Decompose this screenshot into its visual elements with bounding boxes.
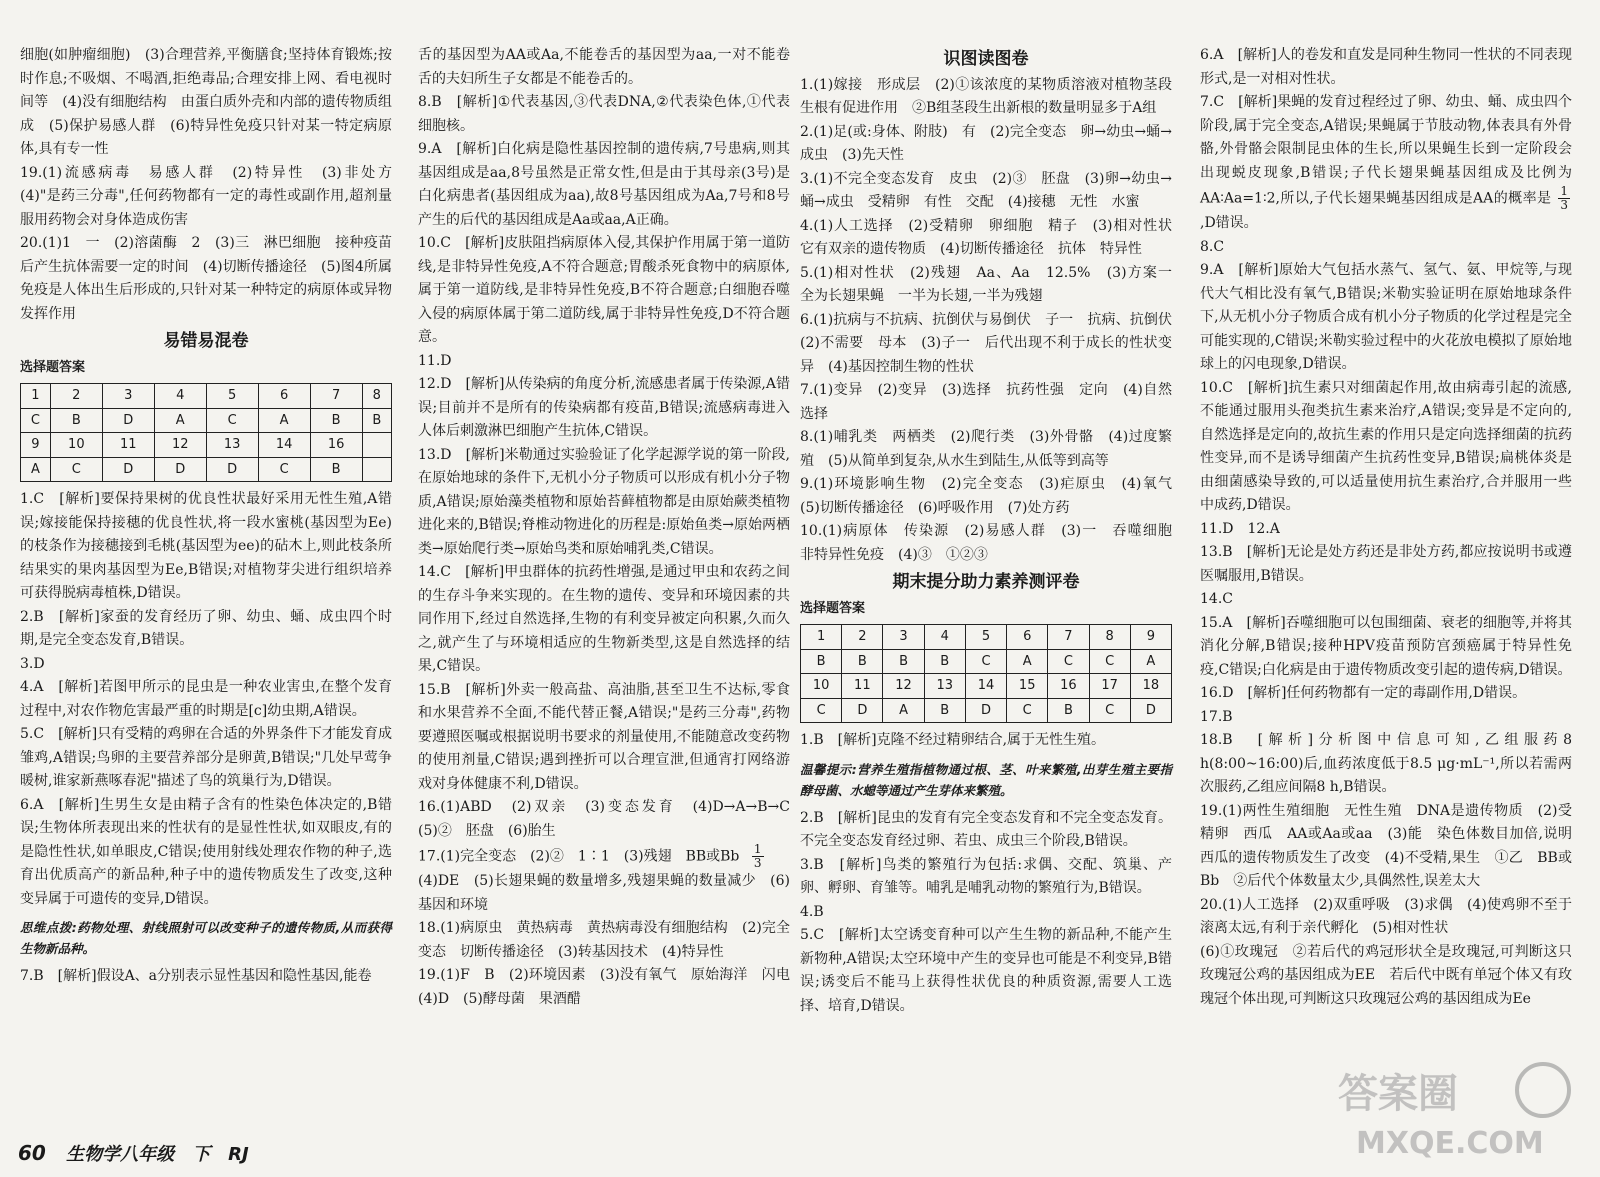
final-explanation-6: 6.A [解析]人的卷发和直发是同种生物同一性状的不同表现形式,是一对相对性状。 [1200,47,1572,87]
table-cell: C [1089,698,1130,723]
table-cell: C [801,698,842,723]
table-cell: 13 [206,433,258,458]
table-cell: B [310,457,362,482]
diagram-answer-8: 8.(1)哺乳类 两栖类 (2)爬行类 (3)外骨骼 (4)过度繁殖 (5)从简单到复杂,从水生到陆生,从低等到高等 [800,429,1172,469]
book-subject: 生物学八年级 下 RJ [66,1144,249,1165]
diagram-answer-3: 3.(1)不完全变态发育 皮虫 (2)③ 胚盘 (3)卵→幼虫→蛹→成虫 受精卵 有性 交配 (4)接穗 无性 水蜜 [800,170,1172,210]
final-choice-answer-table [800,624,1172,723]
table-cell: 5 [965,625,1006,650]
explanation-4: 4.A [解析]若图甲所示的昆虫是一种农业害虫,在整个发育过程中,对农作物危害最严重的时期是[c]幼虫期,A错误。 [20,679,392,719]
table-cell: 6 [1007,625,1048,650]
table-cell: B [924,649,965,674]
answer-20: 20.(1)1 一 (2)溶菌酶 2 (3)三 淋巴细胞 接种疫苗后产生抗体需要一定的时间 (4)切断传播途径 (5)图4所属免疫是人体出生后形成的,只针对某一种特定的病原体或异物发挥作用 [20,235,392,322]
table-cell: 12 [154,433,206,458]
answer-19b: 19.(1)F B (2)环境因素 (3)没有氧气 原始海洋 闪电 (4)D (5)酵母菌 果酒醋 [418,967,804,1007]
table-cell: A [258,408,310,433]
final-explanation-4: 4.B [800,903,824,920]
table-cell: 12 [883,674,924,699]
table-cell: 11 [842,674,883,699]
final-explanation-2: 2.B [解析]昆虫的发育有完全变态发育和不完全变态发育。不完全变态发育经过卵、若虫、成虫三个阶段,B错误。 [800,809,1172,849]
explanation-11: 11.D [418,352,452,369]
choice-answers-label: 选择题答案 [800,600,866,616]
explanation-7: 7.B [解析]假设A、a分别表示显性基因和隐性基因,能卷 [20,968,372,984]
table-cell: C [50,457,102,482]
table-cell: B [310,408,362,433]
paragraph: 舌的基因型为AA或Aa,不能卷舌的基因型为aa,一对不能卷舌的夫妇所生子女都是不能卷舌的。 [418,47,790,87]
explanation-8: 8.B [解析]①代表基因,③代表DNA,②代表染色体,①代表细胞核。 [418,94,790,134]
table-cell: 3 [102,384,154,409]
fraction-numerator: 1 [753,842,762,856]
final-answer-20-cont: (6)①玫瑰冠 ②若后代的鸡冠形状全是玫瑰冠,可判断这只玫瑰冠公鸡的基因组成为EE 若后代中既有单冠个体又有玫瑰冠个体出现,可判断这只玫瑰冠公鸡的基因组成为Ee [1200,943,1572,1007]
table-cell: 16 [1048,674,1089,699]
final-explanation-13: 13.B [解析]无论是处方药还是非处方药,都应按说明书或遵医嘱服用,B错误。 [1200,544,1572,584]
diagram-answer-9: 9.(1)环境影响生物 (2)完全变态 (3)疟原虫 (4)氧气 (5)切断传播途径 (6)呼吸作用 (7)处方药 [800,476,1186,516]
table-cell: 13 [924,674,965,699]
fraction-denominator: 3 [753,856,762,870]
final-explanation-11-12: 11.D 12.A [1200,520,1280,537]
table-cell: C [1048,649,1089,674]
table-cell: D [102,408,154,433]
explanation-15: 15.B [解析]外卖一般高盐、高油脂,甚至卫生不达标,零食和水果营养不全面,不能代替正餐,A错误;"是药三分毒",药物要遵照医嘱或根据说明书要求的剂量使用,不能随意改变药物的使用剂量,C错误;遇到挫折可以合理宣泄,但通宵打网络游戏对身体健康不利,D错误。 [418,681,790,792]
table-cell: D [1130,698,1171,723]
table-cell: B [362,408,391,433]
final-explanation-7-text: 7.C [解析]果蝇的发育过程经过了卵、幼虫、蛹、成虫四个阶段,属于完全变态,A错误;果蝇属于节肢动物,体表具有外骨骼,外骨骼会限制昆虫体的生长,所以果蝇生长到一定阶段会出现蜕皮现象,B错误;子代长翅果蝇基因组成及比例为AA∶Aa=1∶2,所以,子代长翅果蝇基因组成是AA的概率是 [1200,94,1572,207]
table-cell: B [801,649,842,674]
table-cell: 7 [310,384,362,409]
table-cell: 2 [50,384,102,409]
final-answer-19: 19.(1)两性生殖细胞 无性生殖 DNA是遗传物质 (2)受精卵 西瓜 AA或Aa或aa (3)能 染色体数目加倍,说明西瓜的遗传物质发生了改变 (4)不受精,果生 ①乙 BB或Bb ②后代个体数量太少,具偶然性,误差太大 [1200,802,1572,889]
choice-answer-table [20,383,392,482]
explanation-5: 5.C [解析]只有受精的鸡卵在合适的外界条件下才能发育成雏鸡,A错误;鸟卵的主要营养部分是卵黄,B错误;"几处早莺争暖树,谁家新燕啄春泥"描述了鸟的筑巢行为,D错误。 [20,726,392,789]
final-explanation-8: 8.C [1200,238,1225,255]
final-answer-20: 20.(1)人工选择 (2)双重呼吸 (3)求偶 (4)使鸡卵不至于滚离太远,有利于亲代孵化 (5)相对性状 [1200,896,1572,936]
column-1 [20,44,406,989]
column-4 [1200,44,1572,1011]
answer-19: 19.(1)流感病毒 易感人群 (2)特异性 (3)非处方 (4)"是药三分毒",任何药物都有一定的毒性或副作用,超剂量服用药物会对身体造成伤害 [20,164,406,228]
diagram-answer-2: 2.(1)足(或:身体、附肢) 有 (2)完全变态 卵→幼虫→蛹→成虫 (3)先天性 [800,123,1172,163]
table-cell: D [206,457,258,482]
final-explanation-17: 17.B [1200,708,1233,725]
section-title-final-exam: 期末提分助力素养测评卷 [892,572,1080,592]
diagram-answer-10: 10.(1)病原体 传染源 (2)易感人群 (3)一 吞噬细胞 非特异性免疫 (4)③ ①②③ [800,523,1186,563]
final-explanation-15: 15.A [解析]吞噬细胞可以包围细菌、衰老的细胞等,并将其消化分解,B错误;接种HPV疫苗预防宫颈癌属于特异性免疫,C错误;白化病是由于遗传物质改变引起的遗传病,D错误。 [1200,614,1572,678]
explanation-9: 9.A [解析]白化病是隐性基因控制的遗传病,7号患病,则其基因组成是aa,8号虽然是正常女性,但是由于其母亲(3号)是白化病患者(基因组成为aa),故8号基因组成为Aa,7号和8号产生的后代的基因组成是Aa或aa,A正确。 [418,141,790,228]
table-cell: 17 [1089,674,1130,699]
table-cell: 18 [1130,674,1171,699]
table-cell: 10 [801,674,842,699]
table-cell: 5 [206,384,258,409]
table-cell [362,433,391,458]
watermark-circle [1517,1064,1569,1116]
choice-answers-label: 选择题答案 [20,359,86,375]
table-cell: B [924,698,965,723]
table-cell: 1 [801,625,842,650]
explanation-3: 3.D [20,655,45,672]
table-cell: 14 [965,674,1006,699]
final-explanation-18: 18.B [解析]分析图中信息可知,乙组服药8 h(8:00~16:00)后,血药浓度低于8.5 μg·mL⁻¹,所以若需两次服药,乙组应间隔8 h,B错误。 [1200,732,1572,795]
table-cell: B [842,649,883,674]
answer-18: 18.(1)病原虫 黄热病毒 黄热病毒没有细胞结构 (2)完全变态 切断传播途径 (3)转基因技术 (4)特异性 [418,920,790,960]
table-cell: D [102,457,154,482]
answer-17-text: 17.(1)完全变态 (2)② 1∶1 (3)残翅 BB或Bb [418,848,740,865]
table-cell: C [206,408,258,433]
table-cell: C [965,649,1006,674]
answer-17 [418,843,790,870]
table-cell: 3 [883,625,924,650]
table-cell: D [154,457,206,482]
explanation-14: 14.C [解析]甲虫群体的抗药性增强,是通过甲虫和农药之间的生存斗争来实现的。在生物的遗传、变异和环境因素的共同作用下,经过自然选择,生物的有利变异被定向积累,久而久之,就产生了与环境相适应的生物新类型,这是自然选择的结果,C错误。 [418,564,790,674]
warm-tip: 温馨提示:营养生殖指植物通过根、茎、叶来繁殖,出芽生殖主要指酵母菌、水螅等通过产生芽体来繁殖。 [800,761,1172,798]
fraction [752,843,764,870]
table-cell: A [1130,649,1171,674]
watermark-text: 答案圈 [1338,1071,1458,1117]
diagram-answer-5: 5.(1)相对性状 (2)残翅 Aa、Aa 12.5% (3)方案一 全为长翅果蝇 一半为长翅,一半为残翅 [800,264,1186,304]
table-cell: 8 [1089,625,1130,650]
final-explanation-1: 1.B [解析]克隆不经过精卵结合,属于无性生殖。 [800,732,1106,748]
final-explanation-7 [1200,91,1572,236]
answer-16: 16.(1)ABD (2)双亲 (3)变态发育 (4)D→A→B→C (5)② 胚盘 (6)胎生 [418,799,804,839]
column-3 [800,44,1186,1018]
paragraph: 细胞(如肿瘤细胞) (3)合理营养,平衡膳食;坚持体育锻炼;按时作息;不吸烟、不喝酒,拒绝毒品;合理安排上网、看电视时间等 (4)没有细胞结构 由蛋白质外壳和内部的遗传物质组成 (5)保护易感人群 (6)特异性免疫只针对某一特定病原体,具有专一性 [20,47,392,157]
explanation-2: 2.B [解析]家蚕的发育经历了卵、幼虫、蛹、成虫四个时期,是完全变态发育,B错误。 [20,608,392,648]
table-cell: 7 [1048,625,1089,650]
answer-17-cont: (4)DE (5)长翅果蝇的数量增多,残翅果蝇的数量减少 (6)基因和环境 [418,873,790,913]
table-cell: B [1048,698,1089,723]
diagram-answer-7: 7.(1)变异 (2)变异 (3)选择 抗药性强 定向 (4)自然选择 [800,382,1172,422]
diagram-answer-1: 1.(1)嫁接 形成层 (2)①该浓度的某物质溶液对植物茎段生根有促进作用 ②B组茎段生出新根的数量明显多于A组 [800,76,1172,116]
table-cell: 9 [1130,625,1171,650]
fraction-denominator: 3 [1560,198,1569,212]
table-cell: B [883,649,924,674]
table-cell: 14 [258,433,310,458]
column-2 [418,44,804,1011]
table-cell: 4 [154,384,206,409]
table-cell: C [1089,649,1130,674]
final-explanation-7-end: ,D错误。 [1200,215,1258,231]
table-cell: 2 [842,625,883,650]
thinking-tip: 思维点拨:药物处理、射线照射可以改变种子的遗传物质,从而获得生物新品种。 [20,920,392,956]
fraction [1558,185,1570,212]
table-cell: D [842,698,883,723]
explanation-6: 6.A [解析]生男生女是由精子含有的性染色体决定的,B错误;生物体所表现出来的性状有的是显性性状,如双眼皮,有的是隐性性状,如单眼皮,C错误;使用射线处理农作物的种子,选育出优质高产的新品种,种子中的遗传物质发生了改变,这种变异属于可遗传的变异,D错误。 [20,796,392,907]
table-cell: 10 [50,433,102,458]
watermark-logo [1328,1055,1578,1165]
section-title-easy-mistakes: 易错易混卷 [163,331,249,351]
page-footer [18,1140,249,1166]
final-explanation-16: 16.D [解析]任何药物都有一定的毒副作用,D错误。 [1200,685,1527,701]
explanation-1: 1.C [解析]要保持果树的优良性状最好采用无性生殖,A错误;嫁接能保持接穗的优良性状,将一段水蜜桃(基因型为Ee)的枝条作为接穗接到毛桃(基因型为ee)的砧木上,则此枝条所结果实的果肉基因型为Ee,B错误;对植物芽尖进行组织培养可获得脱病毒植株,D错误。 [20,491,392,601]
table-cell: D [965,698,1006,723]
table-cell: 16 [310,433,362,458]
diagram-answer-6: 6.(1)抗病与不抗病、抗倒伏与易倒伏 子一 抗病、抗倒伏 (2)不需要 母本 (3)子一 后代出现不利于成长的性状变异 (4)基因控制生物的性状 [800,311,1186,375]
page-number: 60 [18,1141,46,1165]
table-cell: 11 [102,433,154,458]
explanation-12: 12.D [解析]从传染病的角度分析,流感患者属于传染源,A错误;目前并不是所有的传染病都有疫苗,B错误;流感病毒进入人体后刺激淋巴细胞产生抗体,C错误。 [418,376,790,439]
final-explanation-9: 9.A [解析]原始大气包括水蒸气、氢气、氨、甲烷等,与现代大气相比没有氧气,B错误;米勒实验证明在原始地球条件下,从无机小分子物质合成有机小分子物质的化学过程是完全可能实现的,C错误;米勒实验过程中的火花放电模拟了原始地球上的闪电现象,D错误。 [1200,262,1572,372]
explanation-10: 10.C [解析]皮肤阻挡病原体入侵,其保护作用属于第一道防线,是非特异性免疫,A不符合题意;胃酸杀死食物中的病原体,属于第一道防线,是非特异性免疫,B不符合题意;白细胞吞噬入侵的病原体属于第二道防线,属于非特异性免疫,D不符合题意。 [418,235,790,345]
final-explanation-14: 14.C [1200,591,1233,607]
table-cell: A [1007,649,1048,674]
table-cell: A [154,408,206,433]
fraction-numerator: 1 [1560,184,1569,198]
table-cell: A [21,457,51,482]
explanation-13: 13.D [解析]米勒通过实验验证了化学起源学说的第一阶段,在原始地球的条件下,无机小分子物质可以形成有机小分子物质,A错误;原始藻类植物和原始苔藓植物都是由原始蕨类植物进化来的,B错误;脊椎动物进化的历程是:原始鱼类→原始两栖类→原始爬行类→原始鸟类和原始哺乳类,C错误。 [418,446,790,557]
table-cell: 9 [21,433,51,458]
table-cell: 15 [1007,674,1048,699]
diagram-answer-4: 4.(1)人工选择 (2)受精卵 卵细胞 精子 (3)相对性状 它有双亲的遗传物质 (4)切断传播途径 抗体 特异性 [800,217,1186,257]
watermark-url: MXQE.COM [1356,1126,1544,1161]
table-cell: 4 [924,625,965,650]
table-cell: 1 [21,384,51,409]
final-explanation-3: 3.B [解析]鸟类的繁殖行为包括:求偶、交配、筑巢、产卵、孵卵、育雏等。哺乳是哺乳动物的繁殖行为,B错误。 [800,856,1172,896]
table-cell: C [258,457,310,482]
table-cell: 6 [258,384,310,409]
section-title-diagram: 识图读图卷 [943,49,1029,69]
table-cell: 8 [362,384,391,409]
table-cell: C [1007,698,1048,723]
table-cell: C [21,408,51,433]
table-cell: A [883,698,924,723]
table-cell: B [50,408,102,433]
table-cell [362,457,391,482]
final-explanation-10: 10.C [解析]抗生素只对细菌起作用,故由病毒引起的流感,不能通过服用头孢类抗生素来治疗,A错误;变异是不定向的,自然选择是定向的,故抗生素的作用只是定向选择细菌的抗药性变异,而不是诱导细菌产生抗药性变异,B错误;扁桃体炎是由细菌感染导致的,可以适量使用抗生素治疗,合并服用一些中成药,D错误。 [1200,379,1572,513]
final-explanation-5: 5.C [解析]太空诱变育种可以产生生物的新品种,不能产生新物种,A错误;太空环境中产生的变异也可能是不利变异,B错误;诱变后不能马上获得性状优良的种质资源,需要人工选择、培育,D错误。 [800,927,1172,1014]
